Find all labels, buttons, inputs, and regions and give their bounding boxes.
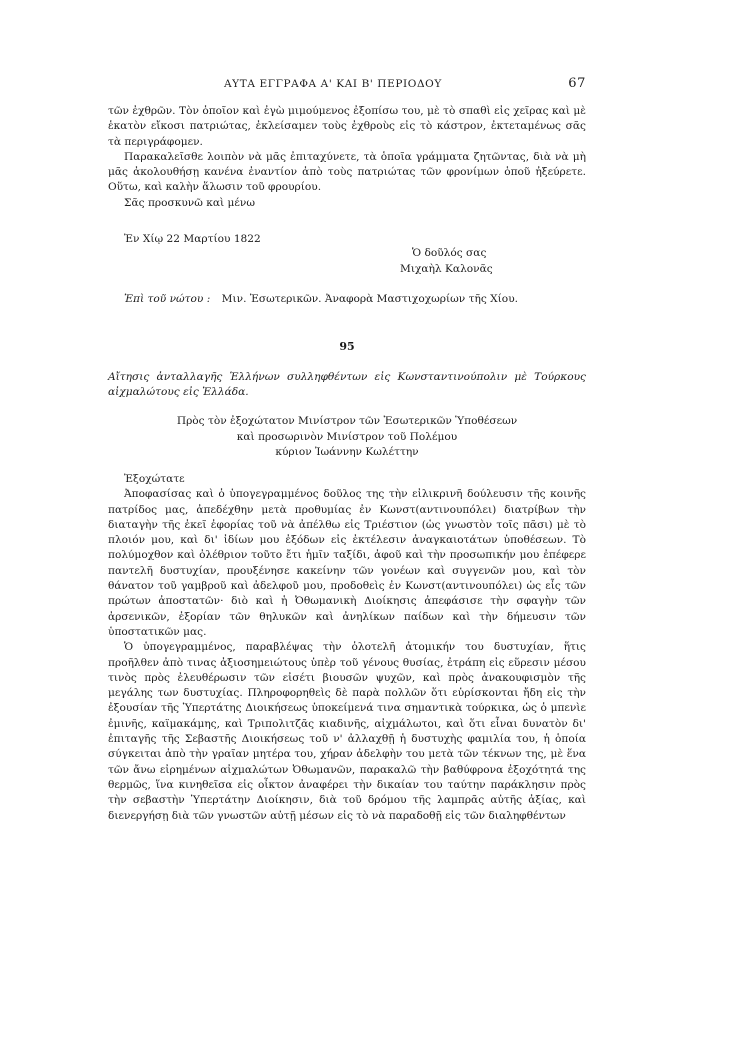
address-line: κύριον Ἰωάννην Κωλέττην xyxy=(275,446,419,458)
letter-paragraph: Παρακαλεῖσθε λοιπὸν νὰ μᾶς ἐπιταχύνετε, τὰ ὁποῖα γράμματα ζητῶντας, διὰ νὰ μὴ μᾶς ἀκολουθήσῃ κανένα ἐναντίον ἀπὸ τοὺς πατριώτας τῶν φρονίμων ὁποῦ ἠξεύρετε. Οὕτω, καὶ καλὴν ἅλωσιν τοῦ φρουρίου. xyxy=(108,150,586,194)
signature-greeting: Ὁ δοῦλός σας xyxy=(412,247,487,259)
letter-body xyxy=(108,104,586,211)
letter-date: Ἐν Χίῳ 22 Μαρτίου 1822 xyxy=(124,233,261,245)
endorsement xyxy=(108,292,586,307)
document-body xyxy=(108,472,586,824)
endorsement-text: Μιν. Ἐσωτερικῶν. Ἀναφορὰ Μαστιχοχωρίων τῆς Χίου. xyxy=(221,293,518,305)
running-title: ΑΥΤΑ ΕΓΓΡΑΦΑ Α' ΚΑΙ Β' ΠΕΡΙΟΔΟΥ xyxy=(224,78,442,90)
address-line: καὶ προσωρινὸν Μινίστρον τοῦ Πολέμου xyxy=(236,430,458,443)
document-heading: Αἴτησις ἀνταλλαγῆς Ἑλλήνων συλληφθέντων εἰς Κωνσταντινούπολιν μὲ Τούρκους αἰχμαλώτους εἰς Ἑλλάδα. xyxy=(108,371,586,399)
endorsement-label: Ἐπὶ τοῦ νώτου : xyxy=(124,293,211,305)
document-number: 95 xyxy=(339,340,355,353)
address-line: Πρὸς τὸν ἐξοχώτατον Μινίστρον τῶν Ἐσωτερικῶν Ὑποθέσεων xyxy=(176,415,518,427)
salutation: Ἐξοχώτατε xyxy=(124,473,185,485)
letter-date-block xyxy=(108,232,586,247)
address-block xyxy=(108,414,586,461)
body-paragraph: Ἀποφασίσας καὶ ὁ ὑπογεγραμμένος δοῦλος της τὴν εἰλικρινῆ δούλευσιν τῆς κοινῆς πατρίδος μας, ἀπεδέχθην μετὰ προθυμίας ἐν Κωνστ(αντινουπόλει) διατρίβων τὴν διαταγὴν τῆς ἐκεῖ ἐφορίας τοῦ νὰ ἀπέλθω εἰς Τριέστιον (ὡς γνωστὸν τοῖς πᾶσι) μὲ τὸ πλοιόν μου, καὶ δι' ἰδίων μου ἐξόδων εἰς ἐκτέλεσιν ἀναγκαιοτάτων ὑποθέσεων. Τὸ πολύμοχθον καὶ ὀλέθριον τοῦτο ἔτι ἡμῖν ταξίδι, ἀφοῦ καὶ τὴν προσωπικήν μου ἐπέφερε παντελῆ δυστυχίαν, προυξένησε κακείνην τῶν γονέων καὶ συγγενῶν μου, καὶ τὸν θάνατον τοῦ γαμβροῦ καὶ ἀδελφοῦ μου, προδοθεὶς ἐν Κωνστ(αντινουπόλει) ὡς εἷς τῶν πρώτων ἀποστατῶν· διὸ καὶ ἡ Ὀθωμανικὴ Διοίκησις ἀπεφάσισε τὴν σφαγὴν τῶν ἀρσενικῶν, ἐξορίαν τῶν θηλυκῶν καὶ ἀνηλίκων παίδων καὶ τὴν δήμευσιν τῶν ὑποστατικῶν μας. xyxy=(108,488,586,638)
letter-paragraph: τῶν ἐχθρῶν. Τὸν ὁποῖον καὶ ἐγὼ μιμούμενος ἐξοπίσω του, μὲ τὸ σπαθὶ εἰς χεῖρας καὶ μὲ ἑκατὸν εἴκοσι πατριώτας, ἐκλείσαμεν τοὺς ἐχθροὺς εἰς τὸ κάστρον, ἐκτεταμένως σᾶς τὰ περιγράφομεν. xyxy=(108,105,586,148)
body-paragraph: Ὁ ὑπογεγραμμένος, παραβλέψας τὴν ὁλοτελῆ ἀτομικήν του δυστυχίαν, ἥτις προῆλθεν ἀπὸ τινας ἀξιοσημειώτους ὑπὲρ τοῦ γένους θυσίας, ἐτράπη εἰς εὕρεσιν μέσου τινὸς πρὸς ἐλευθέρωσιν τῶν εἰσέτι βιουσῶν ψυχῶν, καὶ πρὸς ἀνακουφισμὸν τῆς μεγάλης των δυστυχίας. Πληροφορηθεὶς δὲ παρὰ πολλῶν ὅτι εὑρίσκονται ἤδη εἰς τὴν ἐξουσίαν τῆς Ὑπερτάτης Διοικήσεως ὑποκείμενά τινα σημαντικὰ τούρκικα, ὡς ὁ μπενὶε ἐμινῆς, καϊμακάμης, καὶ Τριπολιτζᾶς κιαδινῆς, αἰχμάλωτοι, καὶ ὅτι εἶναι δυνατὸν δι' ἐπιταγῆς τῆς Σεβαστῆς Διοικήσεως τοῦ ν' ἀλλαχθῇ ἡ δυστυχὴς φαμιλία του, ἡ ὁποία σύγκειται ἀπὸ τὴν γραῖαν μητέρα του, χήραν ἀδελφὴν του μετὰ τῶν τέκνων της, μὲ ἕνα τῶν ἄνω εἰρημένων αἰχμαλώτων Ὀθωμανῶν, παρακαλῶ τὴν βαθύφρονα ἐξοχότητά της θερμῶς, ἵνα κινηθεῖσα εἰς οἶκτον ἀναφέρει τὴν δικαίαν του ταύτην παράκλησιν πρὸς τὴν σεβαστὴν Ὑπερτάτην Διοίκησιν, διὰ τοῦ δρόμου τῆς λαμπρᾶς αὐτῆς ἀξίας, καὶ διενεργήσῃ διὰ τῶν γνωστῶν αὐτῇ μέσων εἰς τὸ νὰ παραδοθῇ εἰς τῶν διαληφθέντων xyxy=(108,641,586,822)
signature-block xyxy=(400,246,493,277)
signature-name: Μιχαὴλ Καλονᾶς xyxy=(400,262,493,275)
page-number: 67 xyxy=(568,76,586,91)
letter-closing: Σᾶς προσκυνῶ καὶ μένω xyxy=(124,196,255,209)
